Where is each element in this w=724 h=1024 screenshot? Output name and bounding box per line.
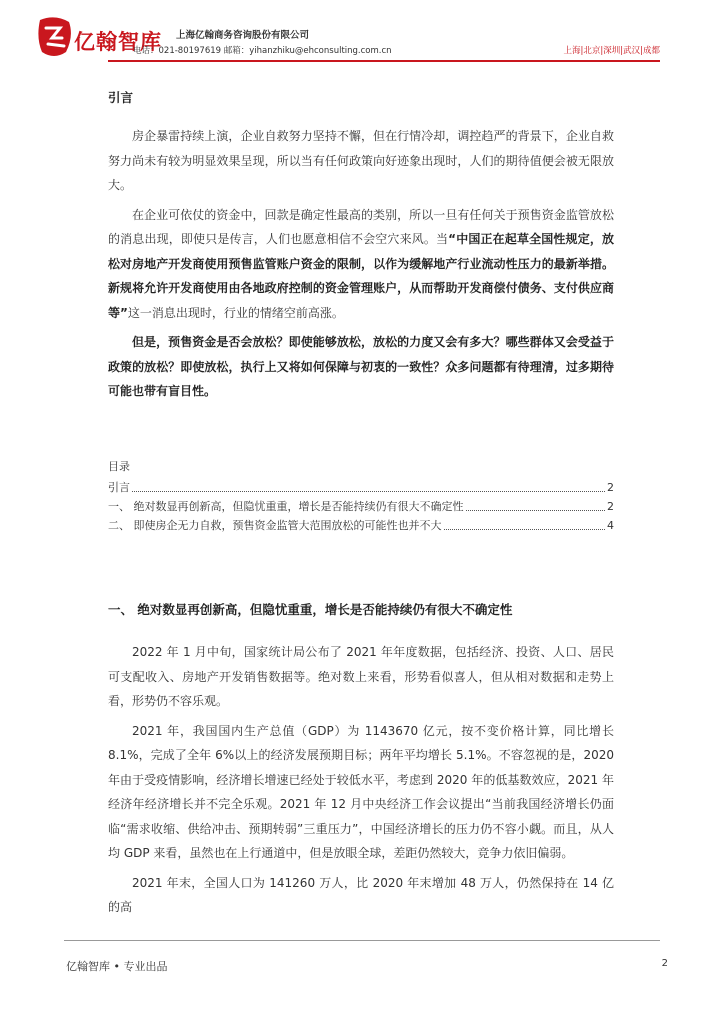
toc-leader-dots: [444, 529, 606, 530]
contact-info: 电话：021-80197619 邮箱：yihanzhiku@ehconsulting.com.cn: [133, 46, 392, 56]
intro-paragraph-1: 房企暴雷持续上演，企业自救努力坚持不懈，但在行情冷却，调控趋严的背景下，企业自救努力尚未有较为明显效果呈现，所以当有任何政策向好迹象出现时，人们的期待值便会被无限放大。: [108, 129, 614, 192]
toc-item-page: 2: [607, 481, 614, 494]
section-one-paragraph-2: 2021 年，我国国内生产总值（GDP）为 1143670 亿元，按不变价格计算，同比增长 8.1%，完成了全年 6%以上的经济发展预期目标；两年平均增长 5.1%。不容忽视的是，2020 年由于受疫情影响，经济增长增速已经处于较低水平，考虑到 2020 年的低基数效应，2021 年经济年经济增长并不完全乐观。2021 年 12 月中央经济工作会议提出“当前我国经济增长仍面临“需求收缩、供给冲击、预期转弱”三重压力”，中国经济增长的压力仍不容小觑。而且，从人均 GDP 来看，虽然也在上行通道中，但是放眼全球，差距仍然较大，竞争力依旧偏弱。: [108, 723, 614, 860]
toc-item[interactable]: [108, 478, 614, 497]
toc-leader-dots: [132, 491, 605, 492]
toc-item-page: 4: [607, 519, 614, 532]
section-one-paragraph-1: 2022 年 1 月中旬，国家统计局公布了 2021 年年度数据，包括经济、投资、人口、居民可支配收入、房地产开发销售数据等。绝对数上来看，形势看似喜人，但从相对数据和走势上看，形势仍不容乐观。: [108, 645, 614, 708]
page-number: 2: [661, 958, 668, 969]
section-one-heading: 一、 绝对数显再创新高，但隐忧重重，增长是否能持续仍有很大不确定性: [108, 602, 513, 617]
brand-name: 亿翰智库: [74, 30, 162, 54]
footer-divider: [64, 940, 660, 941]
toc-item[interactable]: [108, 497, 614, 516]
table-of-contents: [108, 458, 614, 535]
intro-paragraph-3: 但是，预售资金是否会放松？即使能够放松，放松的力度又会有多大？哪些群体又会受益于政策的放松？即使放松，执行上又将如何保障与初衷的一致性？众多问题都有待理清，过多期待可能也带有盲目性。: [108, 335, 614, 398]
yihan-logo-icon: [36, 16, 74, 58]
toc-item[interactable]: [108, 516, 614, 535]
company-name: 上海亿翰商务咨询股份有限公司: [176, 30, 310, 41]
toc-leader-dots: [466, 510, 606, 511]
office-cities: 上海|北京|深圳|武汉|成都: [563, 46, 660, 56]
intro-p2-tail: 这一消息出现时，行业的情绪空前高涨。: [127, 305, 344, 320]
toc-item-text: 引言: [108, 481, 130, 494]
intro-heading: 引言: [108, 90, 134, 105]
intro-p2-quote: “中国正在起草全国性规定，放松对房地产开发商使用预售监管账户资金的限制，以作为缓解地产行业流动性压力的最新举措。新规将允许开发商使用由各地政府控制的资金管理账户，从而帮助开发商偿付债务、支付供应商等”: [108, 232, 614, 320]
intro-p2-lead: 在企业可依仗的资金中，回款是确定性最高的类别，所以一旦有任何关于预售资金监管放松的消息出现，即使只是传言，人们也愿意相信不会空穴来风。当: [108, 207, 614, 246]
toc-item-page: 2: [607, 500, 614, 513]
page-header: [0, 0, 724, 72]
section-one-paragraph-3: 2021 年末，全国人口为 141260 万人，比 2020 年末增加 48 万人，仍然保持在 14 亿的高: [108, 875, 614, 914]
toc-item-text: 一、 绝对数显再创新高，但隐忧重重，增长是否能持续仍有很大不确定性: [108, 500, 464, 513]
toc-item-text: 二、 即使房企无力自救，预售资金监管大范围放松的可能性也并不大: [108, 519, 442, 532]
intro-paragraph-2: [108, 203, 614, 326]
page-footer: [0, 940, 724, 1024]
toc-title: 目录: [108, 460, 130, 473]
section-one: [108, 600, 614, 925]
header-divider: [108, 60, 660, 62]
intro-section: [108, 88, 614, 409]
footer-brand-text: 亿翰智库 • 专业出品: [66, 960, 168, 973]
